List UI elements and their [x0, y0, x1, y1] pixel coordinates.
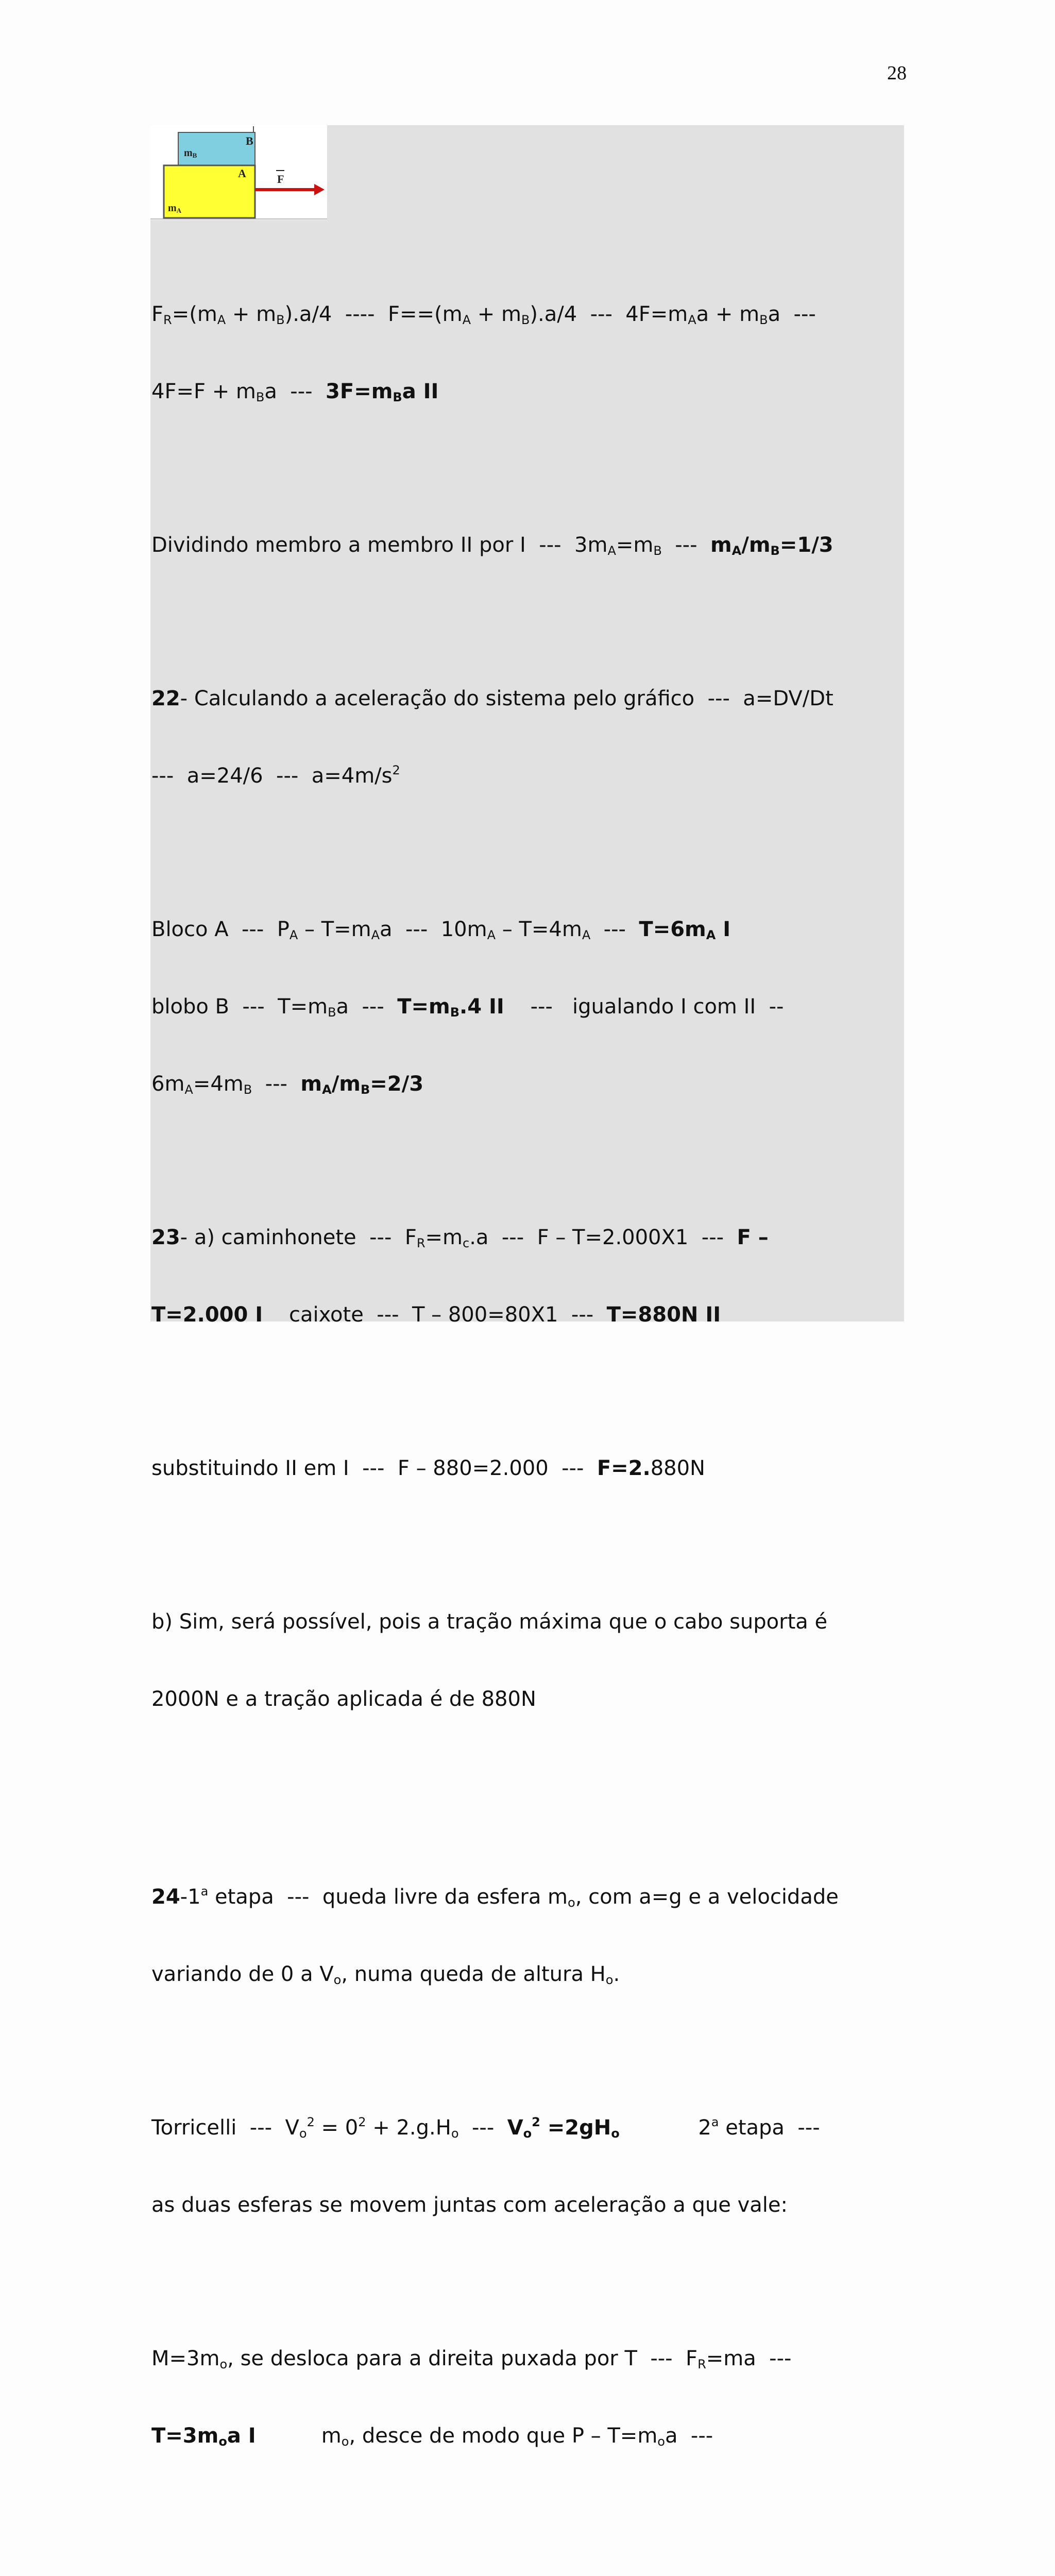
- text-line: b) Sim, será possível, pois a tração máxima que o cabo suporta é: [151, 1610, 828, 1634]
- text-line: substituindo II em I --- F – 880=2.000 --- F=2.880N: [151, 1456, 705, 1480]
- text-line: blobo B --- $T=m_Ba$ --- $T=m_B.4$ II --- igualando I com II --: [151, 995, 784, 1020]
- text-line: 23- a) caminhonete --- $F_R=m_c.a$ --- F – T=2.000X1 --- F –: [151, 1226, 769, 1250]
- paragraph-blocks: [151, 865, 904, 1148]
- text-line: Torricelli --- $V_o^2 = 0^2 + 2.g.H_o$ --- $V_o^2 =2gH_o$ 2$^a$ etapa ---: [151, 2115, 820, 2141]
- solution-text: [151, 250, 904, 2576]
- text-line: --- a=24/6 --- $a=4m/s^2$: [151, 763, 400, 788]
- force-arrow-head: [314, 184, 325, 195]
- text-line: $6m_A=4m_B$ --- $m_A/m_B=2/3$: [151, 1072, 424, 1097]
- paragraph-22: [151, 634, 904, 840]
- page-number: 28: [887, 62, 907, 84]
- text-line: $4F=F + m_Ba$ --- $3F=m_Ba$ II: [151, 380, 439, 404]
- text-line: as duas esferas se movem juntas com aceleração a que vale:: [151, 2193, 788, 2217]
- paragraph-23: [151, 1173, 904, 1379]
- blocks-diagram: [150, 125, 327, 220]
- paragraph-torricelli-1: [151, 2063, 904, 2269]
- content-area: [150, 125, 904, 2449]
- paragraph-ratio-1: [151, 481, 904, 609]
- text-line: $T=3m_oa$ I $m_o$, desce de modo que $P - T=m_oa$ ---: [151, 2424, 713, 2449]
- block-a-mass: mA: [168, 202, 182, 214]
- block-a-label: A: [238, 167, 246, 180]
- text-line: 22- Calculando a aceleração do sistema pelo gráfico --- a=DV/Dt: [151, 687, 833, 710]
- paragraph-forces: [151, 250, 904, 456]
- paragraph-23b: [151, 1557, 904, 1764]
- paragraph-equation-ii: [151, 2525, 904, 2576]
- blocks-figure: [150, 125, 327, 220]
- text-line: variando de 0 a $V_o$, numa queda de altura $H_o$.: [151, 1962, 620, 1987]
- block-b-mass: mB: [184, 147, 197, 159]
- text-line: Bloco A --- $P_A - T=m_Aa$ --- $10m_A - T=4m_A$ --- $T=6m_A$ I: [151, 918, 731, 942]
- text-line: 2000N e a tração aplicada é de 880N: [151, 1687, 536, 1711]
- paragraph-24: [151, 1833, 904, 2039]
- text-line: Dividindo membro a membro II por I --- $3m_A=m_B$ --- $m_A/m_B=1/3$: [151, 533, 833, 558]
- text-line: T=2.000 I caixote --- T – 800=80X1 --- T=880N II: [151, 1303, 721, 1327]
- text-line: $F_R=(m_A + m_B).a/4$ ---- $F==(m_A + m_B).a/4$ --- $4F=m_Aa + m_Ba$ ---: [151, 302, 816, 327]
- text-line: $M=3m_o$, se desloca para a direita puxada por T --- $F_R=ma$ ---: [151, 2347, 792, 2371]
- force-label: F: [277, 173, 284, 185]
- block-b-label: B: [246, 134, 253, 147]
- text-line: 24-1$^a$ etapa --- queda livre da esfera $m_o$, com a=g e a velocidade: [151, 1884, 839, 1910]
- paragraph-substitution: [151, 1404, 904, 1533]
- paragraph-stage-2: [151, 2294, 904, 2500]
